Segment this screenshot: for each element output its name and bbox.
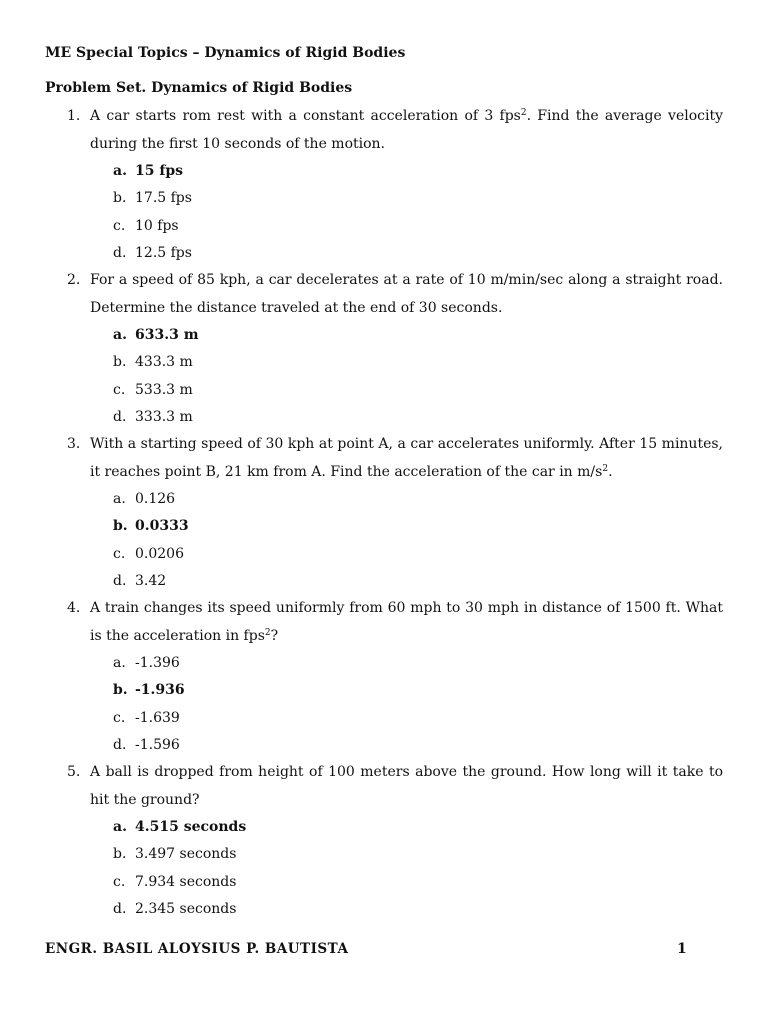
problem-set-title: Problem Set. Dynamics of Rigid Bodies (45, 80, 353, 96)
option-a: a. 633.3 m (113, 327, 199, 343)
question-2 (67, 267, 723, 431)
option-c: c. 7.934 seconds (113, 873, 237, 890)
question-text: With a starting speed of 30 kph at point A, a car accelerates uniformly. After 15 minutes, it reaches point B, 21 km from A. Find the acceleration of the car in $m/s^2$. (90, 436, 723, 480)
option-d: d. 12.5 fps (113, 244, 192, 261)
question-text: A ball is dropped from height of 100 meters above the ground. How long will it take to hit the ground? (90, 764, 723, 808)
answer-options (67, 650, 723, 759)
question-5 (67, 759, 723, 923)
option-b: b. 433.3 m (113, 354, 193, 371)
option-a: a. 0.126 (113, 491, 176, 507)
option-c: c. 10 fps (113, 217, 179, 234)
option-c: c. 0.0206 (113, 545, 184, 562)
page-number: 1 (677, 941, 687, 957)
question-number: 3. (67, 436, 81, 452)
answer-options (67, 486, 723, 595)
question-number: 4. (67, 600, 81, 616)
option-b: b. 0.0333 (113, 518, 189, 535)
option-a: a. 15 fps (113, 163, 184, 179)
question-4 (67, 595, 723, 759)
option-b: b. 3.497 seconds (113, 846, 237, 863)
answer-options (67, 158, 723, 267)
question-3 (67, 431, 723, 595)
option-c: c. 533.3 m (113, 381, 193, 398)
question-number: 5. (67, 764, 81, 780)
option-d: d. 3.42 (113, 572, 167, 589)
answer-options (67, 814, 723, 923)
option-b: b. -1.936 (113, 682, 185, 699)
option-d: d. 333.3 m (113, 408, 193, 425)
question-number: 1. (67, 108, 81, 124)
option-a: a. -1.396 (113, 655, 180, 671)
question-number: 2. (67, 272, 81, 288)
question-text: A car starts rom rest with a constant acceleration of 3 fps$^2$. Find the average velocity during the first 10 seconds of the motion. (90, 108, 723, 152)
course-title: ME Special Topics – Dynamics of Rigid Bodies (45, 45, 406, 61)
option-d: d. 2.345 seconds (113, 900, 237, 917)
option-c: c. -1.639 (113, 709, 180, 726)
option-b: b. 17.5 fps (113, 190, 192, 207)
option-a: a. 4.515 seconds (113, 819, 247, 835)
question-text: A train changes its speed uniformly from 60 mph to 30 mph in distance of 1500 ft. What is the acceleration in fps$^2$? (90, 600, 723, 644)
footer-author: ENGR. BASIL ALOYSIUS P. BAUTISTA (45, 941, 349, 957)
question-1 (67, 103, 723, 267)
answer-options (67, 322, 723, 431)
option-d: d. -1.596 (113, 736, 180, 753)
question-text: For a speed of 85 kph, a car decelerates at a rate of 10 m/min/sec along a straight road. Determine the distance traveled at the end of 30 seconds. (90, 272, 723, 316)
